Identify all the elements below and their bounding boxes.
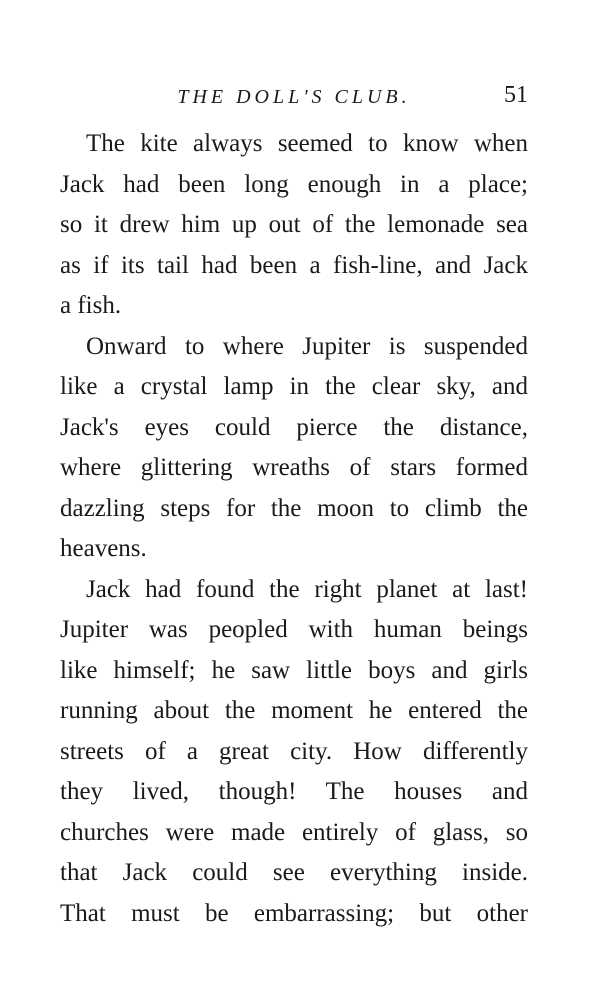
text-line: churches were made entirely of glass, so — [60, 818, 528, 846]
text-line: Onward to where Jupiter is suspended — [86, 332, 528, 360]
text-line: dazzling steps for the moon to climb the — [60, 494, 528, 522]
text-line: that Jack could see everything inside. — [60, 859, 528, 886]
text-line: like a crystal lamp in the clear sky, and — [60, 373, 528, 400]
paragraph — [60, 570, 528, 935]
text-line: Jack's eyes could pierce the distance, — [60, 413, 528, 441]
text-line: as if its tail had been a fish-line, and Jack — [60, 251, 528, 279]
body-text — [60, 124, 528, 934]
text-line: That must be embarrassing; but other — [60, 899, 528, 927]
paragraph — [60, 327, 528, 570]
text-line: so it drew him up out of the lemonade sea — [60, 211, 528, 238]
running-title: THE DOLL'S CLUB. — [177, 86, 411, 108]
page-header — [60, 82, 528, 114]
paragraph — [60, 124, 528, 327]
text-line: running about the moment he entered the — [60, 697, 528, 724]
text-line: Jack had found the right planet at last! — [86, 575, 528, 603]
text-line: they lived, though! The houses and — [60, 778, 528, 805]
page-number: 51 — [504, 82, 528, 108]
text-line: a fish. — [60, 292, 122, 319]
text-line: like himself; he saw little boys and girls — [60, 656, 528, 684]
text-line: The kite always seemed to know when — [86, 130, 528, 157]
text-line: where glittering wreaths of stars formed — [60, 454, 528, 481]
text-line: Jack had been long enough in a place; — [60, 170, 528, 198]
text-line: Jupiter was peopled with human beings — [60, 616, 528, 643]
text-line: streets of a great city. How differently — [60, 737, 528, 765]
text-line: heavens. — [60, 535, 147, 562]
